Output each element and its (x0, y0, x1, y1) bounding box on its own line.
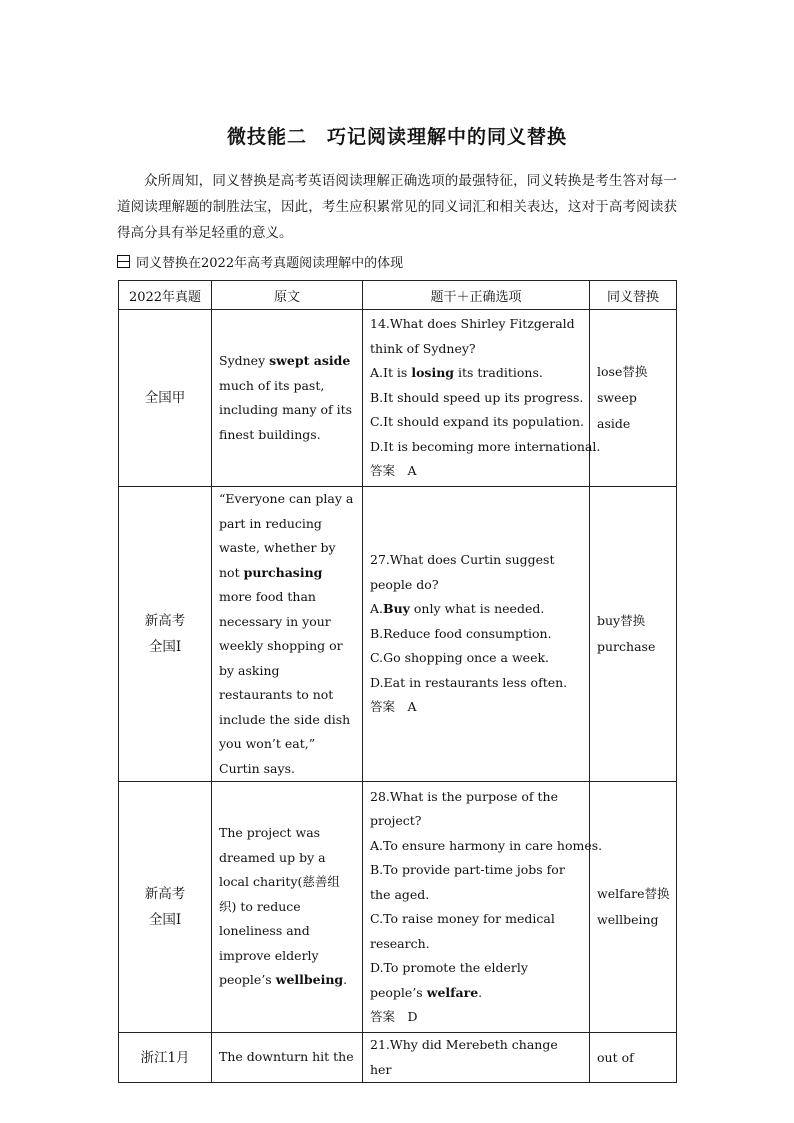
option-c: C.To raise money for medical research. (370, 911, 555, 951)
section-heading (117, 255, 403, 273)
option-d: D.To promote the elderly people’s welfare. (370, 960, 528, 1000)
table-row (119, 487, 677, 782)
option-b: B.To provide part-time jobs for the aged. (370, 862, 565, 902)
row-original-text: The project was dreamed up by a local charity(慈善组织) to reduce loneliness and improve elderly people’s wellbeing. (212, 782, 363, 1033)
option-b: B.Reduce food consumption. (370, 625, 552, 641)
synonym-table (118, 280, 677, 1083)
question-stem: 27.What does Curtin suggest people do? (370, 552, 555, 592)
highlight-word: wellbeing (275, 972, 344, 988)
option-b: B.It should speed up its progress. (370, 389, 584, 405)
option-a: A.To ensure harmony in care homes. (370, 837, 603, 853)
page-title: 微技能二 巧记阅读理解中的同义替换 (226, 126, 567, 148)
question-stem: 28.What is the purpose of the project? (370, 788, 558, 828)
table-row (119, 1033, 677, 1083)
section-box-icon (117, 255, 130, 268)
intro-paragraph: 众所周知，同义替换是高考英语阅读理解正确选项的最强特征，同义转换是考生答对每一道阅读理解题的制胜法宝，因此，考生应积累常见的同义词汇和相关表达，这对于高考阅读获得高分具有举足轻重的意义。 (117, 173, 677, 241)
header-question: 题干＋正确选项 (363, 281, 590, 310)
table-row (119, 782, 677, 1033)
table-header-row (119, 281, 677, 310)
row-synonym: buy替换 purchase (590, 487, 677, 782)
row-year: 新高考 全国Ⅰ (119, 487, 212, 782)
row-question (363, 487, 590, 782)
row-question (363, 782, 603, 1033)
option-c: C.Go shopping once a week. (370, 650, 550, 666)
row-original-text: “Everyone can play a part in reducing waste, whether by not purchasing more food than necessary in your weekly shopping or by asking restaurants to not include the side dish you won’t eat,” Curtin says. (212, 487, 363, 782)
question-stem: 14.What does Shirley Fitzgerald think of Sydney? (370, 316, 575, 356)
option-d: D.Eat in restaurants less often. (370, 674, 568, 690)
row-synonym: out of (590, 1033, 677, 1083)
header-year: 2022年真题 (119, 281, 212, 310)
section-heading-text: 同义替换在2022年高考真题阅读理解中的体现 (136, 256, 404, 271)
row-year: 全国甲 (119, 310, 212, 487)
row-original-text: The downturn hit the (212, 1033, 363, 1083)
answer: 答案 A (370, 699, 417, 715)
table-row (119, 310, 677, 487)
answer: 答案 A (370, 463, 417, 479)
header-synonym: 同义替换 (590, 281, 677, 310)
answer: 答案 D (370, 1009, 418, 1024)
highlight-word: swept aside (269, 353, 351, 368)
option-a: A.Buy only what is needed. (370, 601, 545, 617)
row-synonym: lose替换 sweep aside (590, 310, 677, 487)
row-year: 新高考 全国Ⅰ (119, 782, 212, 1033)
header-original: 原文 (212, 281, 363, 310)
option-c: C.It should expand its population. (370, 414, 584, 430)
highlight-word: purchasing (243, 564, 323, 580)
row-question (363, 310, 601, 487)
row-synonym: welfare替换 wellbeing (590, 782, 677, 1033)
option-d: D.It is becoming more international. (370, 438, 601, 454)
option-a: A.It is losing its traditions. (370, 365, 543, 381)
row-original-text: Sydney swept aside much of its past, including many of its finest buildings. (212, 310, 363, 487)
row-question: 21.Why did Merebeth change her (363, 1033, 590, 1083)
row-year: 浙江1月 (119, 1033, 212, 1083)
